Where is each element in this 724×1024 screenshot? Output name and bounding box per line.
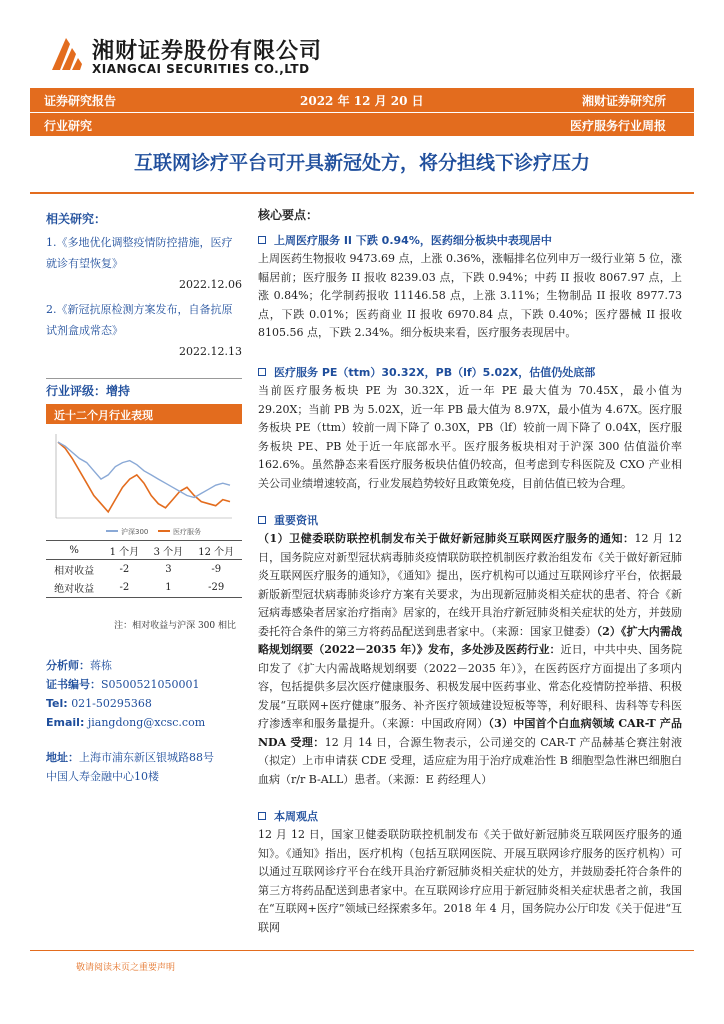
email-address[interactable]: jiangdong@xcsc.com	[87, 716, 206, 729]
institute-name: 湘财证券研究所	[581, 94, 666, 108]
square-bullet-icon	[258, 812, 266, 820]
legend-label-csi300: 沪深300	[121, 528, 149, 536]
header-band-bottom	[30, 113, 694, 136]
news-1-body: 12 月 12 日，国务院应对新型冠状病毒肺炎疫情联防联控机制医疗救治组发布《关于做好新冠肺炎互联网医疗服务的通知》，《通知》提出，医疗机构可以通过互联网诊疗平台，依据最新版新型冠状病毒肺炎诊疗方案有关要求，为出现新冠肺炎相关症状的患者、符合《新冠病毒感染者居家治疗指南》居家的，在线开具治疗新冠肺炎相关症状的处方，并鼓励委托符合条件的第三方将药品配送到患者家中。（来源：国家卫健委）	[258, 532, 682, 638]
table-row	[46, 579, 242, 598]
report-date: 2022 年 12 月 20 日	[300, 94, 424, 108]
performance-table	[46, 540, 242, 598]
table-header: %	[46, 541, 102, 560]
address-line-1: 上海市浦东新区银城路88号	[79, 751, 214, 764]
rating-divider	[46, 378, 242, 379]
section-body-weekly-view: 12 月 12 日，国家卫健委联防联控机制发布《关于做好新冠肺炎互联网医疗服务的通知》。《通知》指出，医疗机构（包括互联网医院、开展互联网诊疗服务的医疗机构）可以通过互联网诊疗平台在线开具治疗新冠肺炎相关症状的处方，并鼓励委托符合条件的第三方将药品配送到患者家中。在互联网诊疗应用于新冠肺炎相关症状患者之前，我国在“互联网+医疗”领域已经探索多年。2018 年 4 月，国务院办公厅印发《关于促进“互联网	[258, 828, 682, 934]
table-cell: -9	[211, 563, 222, 575]
section-heading-valuation: 医疗服务 PE（ttm）30.32X，PB（lf）5.02X，估值仍处底部	[258, 364, 595, 380]
related-item-1-date: 2022.12.06	[179, 278, 242, 291]
related-item-2-date: 2022.12.13	[179, 345, 242, 358]
cert-label: 证书编号：	[46, 678, 101, 691]
company-name-cn: 湘财证券股份有限公司	[92, 39, 323, 64]
square-bullet-icon	[258, 516, 266, 524]
report-type: 证券研究报告	[44, 94, 117, 108]
legend-label-medical: 医疗服务	[173, 528, 201, 536]
analyst-label: 分析师：	[46, 659, 90, 672]
section-body-news	[258, 530, 682, 789]
company-logo-icon	[46, 30, 86, 78]
tel-number: 021-50295368	[71, 697, 152, 710]
series-line-medical-services	[58, 442, 230, 512]
related-item-2[interactable]	[46, 299, 242, 362]
analyst-name: 蒋栋	[90, 659, 112, 672]
address-line-2: 中国人寿金融中心10楼	[46, 770, 159, 783]
table-cell: 3	[165, 563, 172, 575]
table-row	[46, 560, 242, 579]
cert-number: S0500521050001	[101, 678, 200, 691]
related-item-1[interactable]	[46, 232, 242, 295]
table-cell: -29	[190, 579, 242, 598]
header-band-top	[30, 88, 694, 112]
company-name-en: XIANGCAI SECURITIES CO.,LTD	[92, 62, 310, 76]
related-item-1-title[interactable]: 1.《多地优化调整疫情防控措施，医疗就诊有望恢复》	[46, 236, 233, 270]
report-category: 行业研究	[44, 119, 93, 133]
table-cell: 相对收益	[54, 565, 95, 577]
section-heading-weekly-performance: 上周医疗服务 II 下跌 0.94%，医药细分板块中表现居中	[258, 232, 552, 248]
table-cell: -2	[119, 563, 130, 575]
series-line-csi300	[58, 442, 230, 497]
section-heading-weekly-view: 本周观点	[258, 808, 318, 824]
page-title: 互联网诊疗平台可开具新冠处方，将分担线下诊疗压力	[133, 152, 590, 174]
table-header: 12 个月	[190, 541, 242, 560]
tel-label: Tel:	[46, 697, 68, 710]
table-header-row	[46, 541, 242, 560]
news-2-heading: （2）《扩大内需战略规划纲要（2022－2035 年）》发布，多处涉及医药行业：	[258, 624, 683, 656]
industry-performance-chart	[46, 426, 242, 546]
analyst-info	[46, 656, 246, 732]
address-label: 地址：	[46, 751, 79, 764]
address-info	[46, 748, 256, 786]
related-research-list	[46, 232, 242, 366]
footer-divider	[30, 950, 694, 951]
table-cell: -2	[102, 579, 146, 598]
square-bullet-icon	[258, 368, 266, 376]
report-series: 医疗服务行业周报	[569, 119, 666, 133]
related-research-label: 相关研究：	[46, 212, 107, 226]
section-heading-news: 重要资讯	[258, 512, 318, 528]
news-1-heading: （1）卫健委联防联控机制发布关于做好新冠肺炎互联网医疗服务的通知：	[258, 532, 635, 545]
section-body-valuation: 当前医疗服务板块 PE 为 30.32X，近一年 PE 最大值为 70.45X，最小值为 29.20X；当前 PB 为 5.02X，近一年 PB 最大值为 8.97X，最小值为 4.67X。医疗服务板块 PE（ttm）较前一周下降了 0.30X，PB（lf）较前一周下降了 0.04X，医疗服务板块 PE、PB 处于近一年底部水平。医疗服务板块相对于沪深 300 估值溢价率 162.6%。虽然静态来看医疗服务板块估值仍较高，但考虑到专科医院及 CXO 产业相关公司业绩增速较高，行业发展趋势较好且政策免疫，目前估值已较为合理。	[258, 384, 682, 490]
core-points-label: 核心要点：	[258, 208, 319, 222]
table-cell: 绝对收益	[46, 579, 102, 598]
email-label: Email:	[46, 716, 85, 729]
chart-title: 近十二个月行业表现	[46, 404, 242, 424]
footer-disclaimer[interactable]: 敬请阅读末页之重要声明	[76, 963, 176, 973]
news-3-heading: （3）中国首个白血病领域 CAR-T 产品 NDA 受理：	[258, 717, 682, 749]
news-3-body: 12 月 14 日，合源生物表示，公司递交的 CAR-T 产品赫基仑赛注射液（拟定）上市申请获 CDE 受理，适应症为用于治疗成难治性 B 细胞型急性淋巴细胞白血病（r/r B-ALL）患者。（来源：E 药经理人）	[258, 735, 682, 786]
table-header: 1 个月	[102, 541, 146, 560]
table-note: 注：相对收益与沪深 300 相比	[114, 621, 236, 631]
news-2-body: 近日，中共中央、国务院印发了《扩大内需战略规划纲要（2022－2035 年）》，在医药医疗方面提出了多项内容，包括提供多层次医疗健康服务、积极发展中医药事业、常态化疫情防控举措、积极发展“互联网+医疗健康”服务、补齐医疗领域建设短板等等，利好眼科、齿科等专科医疗渗透率和服务量提升。（来源：中国政府网）	[258, 643, 682, 730]
title-divider	[30, 192, 694, 194]
related-item-2-title[interactable]: 2.《新冠抗原检测方案发布，自备抗原试剂盒成常态》	[46, 303, 233, 337]
industry-rating: 行业评级：增持	[46, 384, 131, 398]
section-body-weekly-performance: 上周医药生物报收 9473.69 点，上涨 0.36%，涨幅排名位列申万一级行业第 5 位，涨幅居前；医疗服务 II 报收 8239.03 点，下跌 0.94%；中药 II 报收 8067.97 点，上涨 0.84%；化学制药报收 11146.58 点，上涨 3.11%；生物制品 II 报收 8977.73 点，下跌 0.01%；医药商业 II 报收 6970.84 点，下跌 0.40%；医疗器械 II 报收 8105.56 点，下跌 2.34%。细分板块来看，医疗服务表现居中。	[258, 252, 682, 339]
table-cell: 1	[146, 579, 190, 598]
square-bullet-icon	[258, 236, 266, 244]
table-header: 3 个月	[146, 541, 190, 560]
